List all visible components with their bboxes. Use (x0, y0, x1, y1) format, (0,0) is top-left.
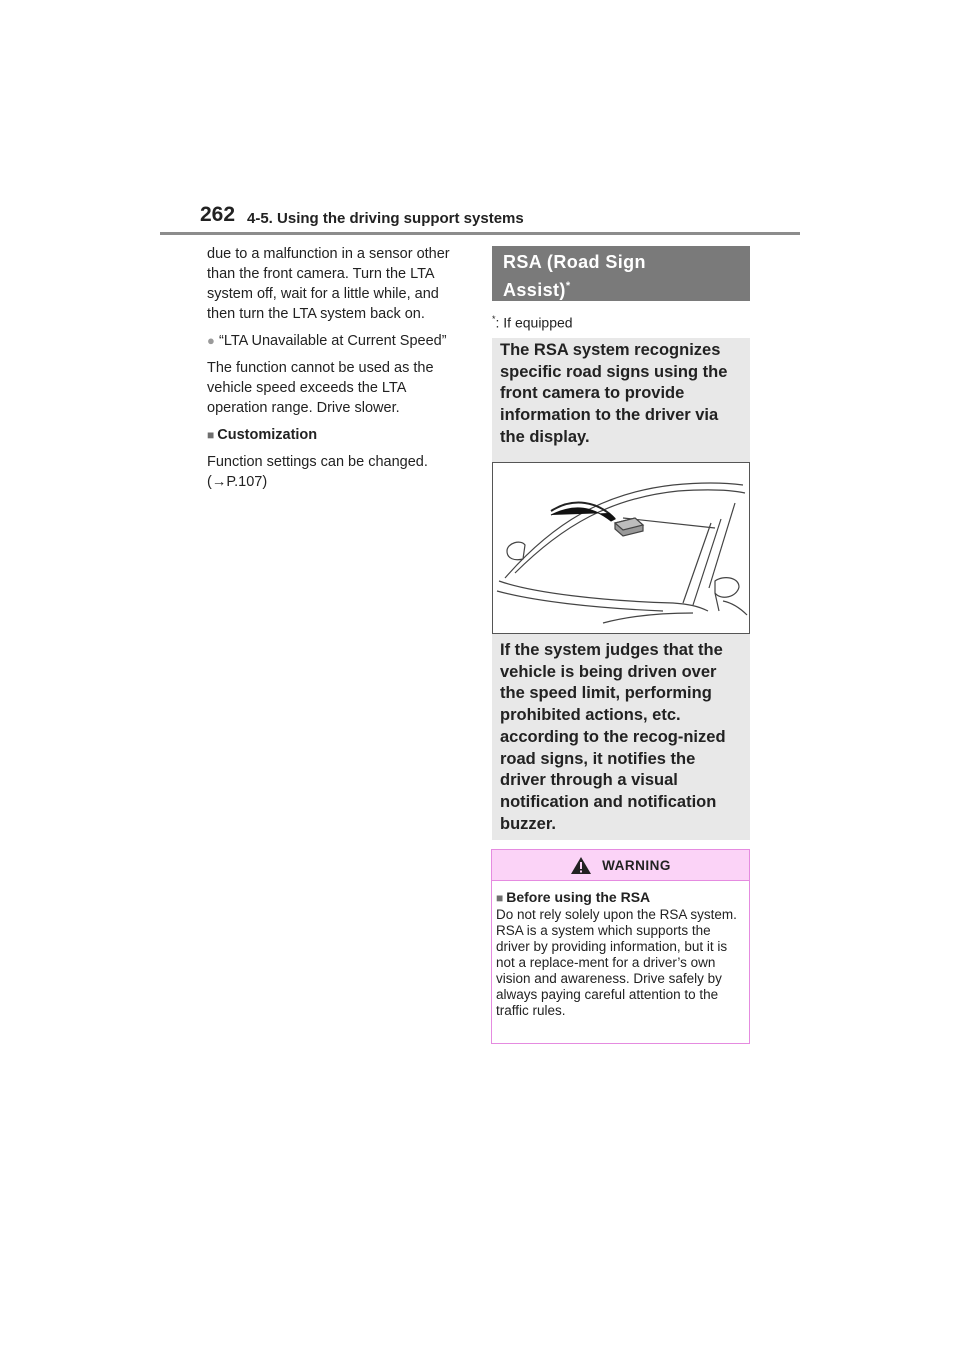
warning-box (491, 849, 750, 1044)
warning-label: WARNING (602, 857, 671, 873)
windshield-camera-illustration (492, 462, 750, 634)
warning-body: Do not rely solely upon the RSA system. RSA is a system which supports the driver by providing information, but it is not a replace-ment for a driver’s own vision and awareness. Drive safely by always paying careful attention to the traffic rules. (496, 907, 737, 1018)
left-column (207, 244, 469, 499)
warning-subhead: ■ Before using the RSA (496, 889, 651, 905)
chapter-title: 4-5. Using the driving support systems (247, 210, 524, 227)
warning-triangle-icon (570, 856, 592, 875)
header-divider (160, 232, 800, 235)
square-bullet-icon: ■ (496, 891, 504, 905)
square-bullet-icon: ■ (207, 428, 215, 442)
info-detail: If the system judges that the vehicle is being driven over the speed limit, performing prohibited actions, etc. according to the recog-nized road signs, it notifies the driver through a visual notification and notification buzzer. (500, 641, 726, 833)
info-intro: The RSA system recognizes specific road signs using the front camera to provide information to the driver via the display. (500, 341, 728, 446)
section-title: RSA (Road Sign Assist)* (492, 246, 750, 301)
bullet-message: “LTA Unavailable at Current Speed” (219, 333, 447, 349)
warning-header (492, 850, 749, 881)
paragraph-customization: Function settings can be changed. (→P.107) (207, 454, 428, 490)
paragraph-speed-range: The function cannot be used as the vehicle speed exceeds the LTA operation range. Drive slower. (207, 360, 434, 416)
bullet-item (207, 331, 469, 351)
page-reference-link[interactable]: P.107) (226, 474, 268, 490)
equipment-footnote: *: If equipped (492, 314, 573, 331)
bullet-circle-icon: ● (207, 333, 215, 348)
paragraph-malfunction: due to a malfunction in a sensor other than the front camera. Turn the LTA system off, wait for a little while, and then turn the LTA system back on. (207, 246, 450, 322)
subhead-customization: ■ Customization (207, 427, 318, 443)
arrow-right-icon: → (211, 474, 227, 490)
page-number: 262 (200, 203, 236, 226)
